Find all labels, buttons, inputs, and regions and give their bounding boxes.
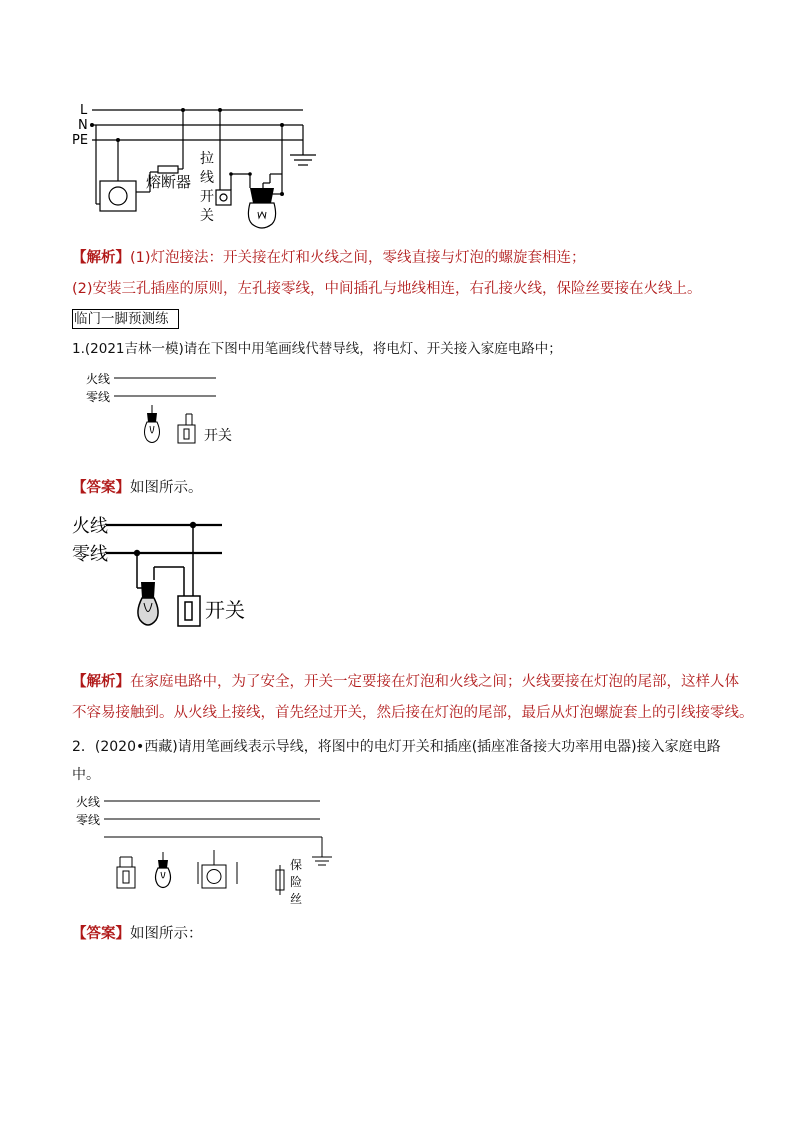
q1-switch-label: 开关 [204,428,232,444]
analysis-tag: 【解析】 [72,250,130,266]
switch-label-1: 拉 [200,151,214,167]
q2-fuse-label-3: 丝 [290,892,303,906]
answer-1-text: 如图所示。 [130,480,203,496]
answer-2-text: 如图所示： [130,926,203,942]
q1-live-label: 火线 [86,372,111,386]
answer-tag-2: 【答案】 [72,926,130,942]
line-L-label: L [80,103,88,118]
section-title: 临门一脚预测练 [72,309,179,329]
switch-label-4: 关 [200,208,214,224]
a1-switch-label: 开关 [205,598,245,622]
question-2-line-1: 2．(2020•西藏)请用笔画线表示导线，将图中的电灯开关和插座(插座准备接大功率用电器)接入家庭电路 [72,739,721,755]
analysis-tag-2: 【解析】 [72,674,130,690]
analysis-2-line-2: 不容易接触到。从火线上接线，首先经过开关，然后接在灯泡的尾部，最后从灯泡螺旋套上的引线接零线。 [72,705,754,721]
analysis-1-line-2: (2)安装三孔插座的原则，左孔接零线，中间插孔与地线相连，右孔接火线，保险丝要接在火线上。 [72,281,702,297]
q2-live-label: 火线 [76,795,101,809]
answer-2-line [72,924,203,944]
answer-tag: 【答案】 [72,480,130,496]
question-2-line-2: 中。 [72,767,100,783]
switch-label-2: 线 [200,170,214,186]
fuse-label: 熔断器 [146,173,192,191]
question-1-text: 1.(2021吉林一模)请在下图中用笔画线代替导线，将电灯、开关接入家庭电路中； [72,341,562,357]
analysis-1-text-1: (1)灯泡接法：开关接在灯和火线之间，零线直接与灯泡的螺旋套相连； [130,250,586,266]
a1-live-label: 火线 [72,516,108,537]
switch-label-3: 开 [200,189,214,205]
analysis-2-text-1: 在家庭电路中，为了安全，开关一定要接在灯泡和火线之间；火线要接在灯泡的尾部，这样人体 [130,674,739,690]
q2-fuse-label-1: 保 [290,858,303,872]
line-N-label: N [78,118,88,133]
line-PE-label: PE [72,133,89,148]
q1-neutral-label: 零线 [86,390,111,404]
q2-neutral-label: 零线 [76,813,101,827]
q2-fuse-label-2: 险 [290,875,303,889]
a1-neutral-label: 零线 [72,544,108,565]
